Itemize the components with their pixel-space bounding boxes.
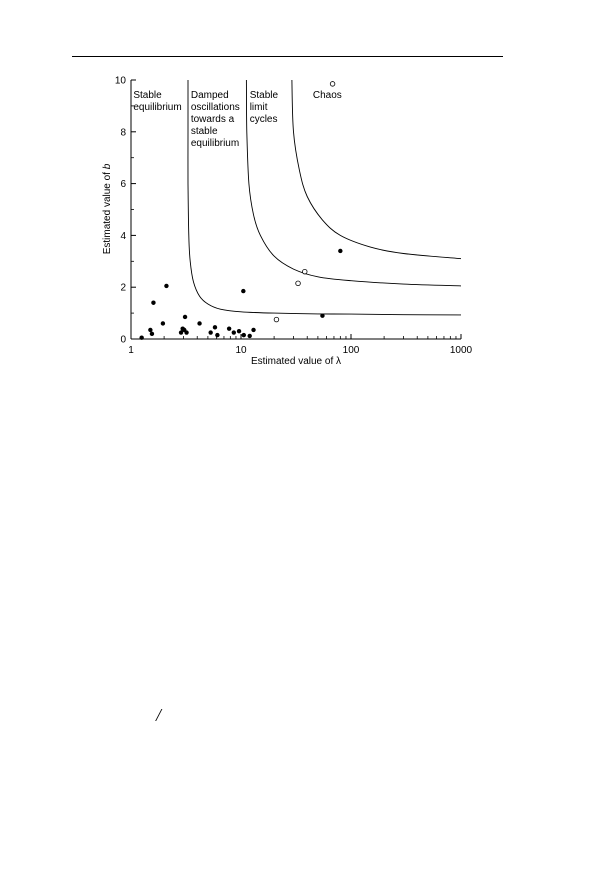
filled-data-point [232,330,236,334]
y-tick-label: 4 [120,230,126,242]
filled-data-point [248,334,252,338]
stray-slash-mark: / [156,705,162,725]
x-tick-label: 100 [342,345,360,356]
y-axis-label-text: Estimated value of [102,169,113,255]
region-label-line: Damped [190,90,229,102]
region-label-stable-limit-cycles [250,90,279,125]
region-label-line: equilibrium [190,138,240,150]
y-tick-label: 6 [120,179,126,191]
region-label-line: oscillations [190,102,240,114]
filled-data-point [237,329,241,333]
open-data-point [302,269,307,274]
region-label-line: Stable [249,90,279,102]
region-label-line: cycles [249,114,278,126]
chart-axes [131,80,461,339]
region-label-stable-equilibrium [133,90,181,113]
region-label-line: Stable [133,90,162,102]
region-label-line: Chaos [312,90,342,102]
filled-data-point [148,328,152,332]
x-tick-label: 10 [235,345,247,356]
region-label-line: towards a [190,114,235,126]
region-label-line: limit [249,102,268,114]
filled-data-point [197,321,201,325]
open-data-point [274,317,279,322]
filled-data-point [151,301,155,305]
filled-data-point [213,325,217,329]
filled-data-point [320,313,324,317]
y-tick-label: 0 [120,334,126,346]
filled-data-point [251,328,255,332]
filled-data-point [139,336,143,340]
filled-data-point [208,330,212,334]
region-label-chaos [313,90,342,101]
limitcycle-chaos-boundary [292,80,461,259]
open-data-point [330,82,335,87]
region-label-damped-oscillations [191,90,240,149]
y-ticks [115,76,136,346]
open-data-point [296,281,301,286]
x-tick-label: 1 [128,345,134,356]
region-label-line: stable [190,126,218,138]
filled-data-point [242,333,246,337]
y-axis-label-variable: b [102,163,113,170]
x-ticks [128,334,472,356]
filled-data-point [183,315,187,319]
region-label-line: equilibrium [133,102,182,114]
region-labels [133,90,341,149]
data-points [139,82,342,340]
filled-data-point [184,330,188,334]
x-tick-label: 1000 [449,345,473,356]
filled-data-point [338,249,342,253]
y-axis-label [102,163,113,254]
x-axis-label: Estimated value of λ [250,356,342,367]
filled-data-point [215,333,219,337]
y-tick-label: 8 [120,127,126,139]
y-tick-label: 10 [114,75,126,87]
filled-data-point [227,326,231,330]
damped-limitcycle-boundary [246,80,461,286]
filled-data-point [241,289,245,293]
filled-data-point [161,321,165,325]
filled-data-point [164,284,168,288]
filled-data-point [150,332,154,336]
y-tick-label: 2 [120,282,126,294]
